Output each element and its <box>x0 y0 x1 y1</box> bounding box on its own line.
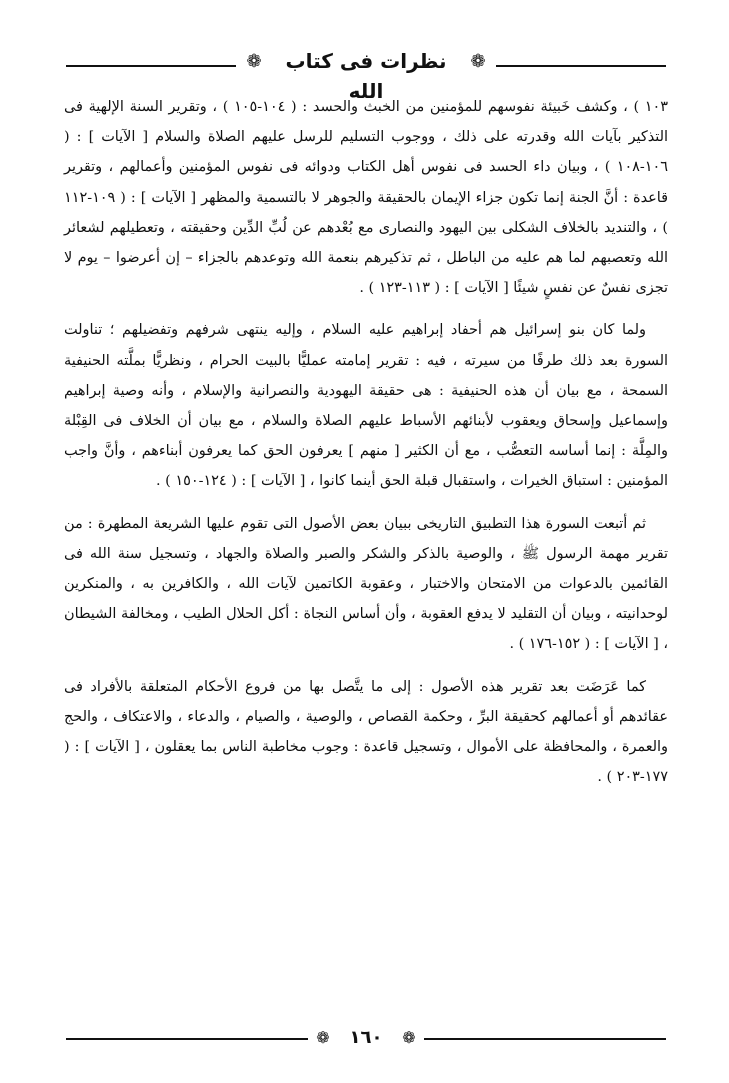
footer-rule-left <box>66 1038 308 1040</box>
paragraph-2: ولما كان بنو إسرائيل هم أحفاد إبراهيم عليه السلام ، وإليه ينتهى شرفهم وتفضيلهم ؛ تناولت السورة بعد ذلك طرفًا من سيرته ، فيه : تقرير إمامته عمليًّا بالبيت الحرام ، ونظريًّا بملَّته الحنيفية السمحة ، مع بيان أن هذه الحنيفية : هى حقيقة اليهودية والنصرانية والإسلام ، وأنه وصية إبراهيم وإسماعيل وإسحاق ويعقوب لأبنائهم الأسباط عليهم الصلاة والسلام ، مع بيان أن الخلاف فى القِبْلة والمِلَّة : إنما أساسه التعصُّب ، مع أن الكثير [ منهم ] يعرفون الحق كما يعرفون أبناءهم ، وأنَّ واجب المؤمنين : استباق الخيرات ، واستقبال قبلة الحق أينما كانوا ، [ الآيات ] : ( ١٢٤-١٥٠ ) . <box>64 322 668 490</box>
flower-ornament-icon: ❁ <box>402 1028 416 1047</box>
page-body <box>64 92 668 804</box>
paragraph-3: ثم أتبعت السورة هذا التطبيق التاريخى ببيان بعض الأصول التى تقوم عليها الشريعة المطهرة : من تقرير مهمة الرسول ﷺ ، والوصية بالذكر والشكر والصبر والصلاة والجهاد ، وتسجيل سنة الله فى القائمين بالدعوات من الامتحان والاختبار ، وعقوبة الكاتمين لآيات الله ، والكافرين به ، والمنكرين لوحدانيته ، وبيان أن التقليد لا يدفع العقوبة ، وأن أساس النجاة : أكل الحلال الطيب ، ومخالفة الشيطان ، [ الآيات ] : ( ١٥٢-١٧٦ ) . <box>64 515 668 653</box>
header-rule-left <box>66 65 236 67</box>
flower-ornament-icon: ❁ <box>316 1028 330 1047</box>
header-rule-right <box>496 65 666 67</box>
running-header <box>66 40 666 103</box>
flower-ornament-icon: ❁ <box>246 51 262 72</box>
paragraph-4: كما عَرَضَت بعد تقرير هذه الأصول : إلى ما يتَّصل بها من فروع الأحكام المتعلقة بالأفراد فى عقائدهم أو أعمالهم كحقيقة البرِّ ، وحكمة القصاص ، والوصية ، والصيام ، والدعاء ، والاعتكاف ، والحج والعمرة ، والمحافظة على الأموال ، وتسجيل قاعدة : وجوب مخاطبة الناس بما يعقلون ، [ الآيات ] : ( ١٧٧-٢٠٣ ) . <box>64 678 668 786</box>
page-footer <box>66 1020 666 1060</box>
running-title: نظرات فى كتاب الله <box>285 49 447 103</box>
footer-rule-right <box>424 1038 666 1040</box>
page-number: ١٦٠ <box>349 1027 383 1048</box>
flower-ornament-icon: ❁ <box>470 51 486 72</box>
paragraph-1: ١٠٣ ) ، وكشف خَبيئة نفوسهم للمؤمنين من الخبث والحسد : ( ١٠٤-١٠٥ ) ، وتقرير السنة الإلهية فى التذكير بآيات الله وقدرته على ذلك ، ووجوب التسليم للرسل عليهم الصلاة والسلام [ الآيات ] : ( ١٠٦-١٠٨ ) ، وبيان داء الحسد فى نفوس أهل الكتاب ودوائه فى نفوس المؤمنين وأعمالهم ، وتقرير قاعدة : أنَّ الجنة إنما تكون جزاء الإيمان بالحقيقة والجوهر لا بالتسمية والمظهر [ الآيات ] : ( ١٠٩-١١٢ ) ، والتنديد بالخلاف الشكلى بين اليهود والنصارى مع بُعْدهم عن لُبِّ الدِّين وحقيقته ، وتعطيلهم لشعائر الله وتعصبهم لما هم عليه من الباطل ، ثم تذكيرهم بنعمة الله وتوعدهم بالجزاء – إن أعرضوا – يوم لا تجزى نفسٌ عن نفسٍ شيئًا [ الآيات ] : ( ١١٣-١٢٣ ) . <box>64 99 668 297</box>
